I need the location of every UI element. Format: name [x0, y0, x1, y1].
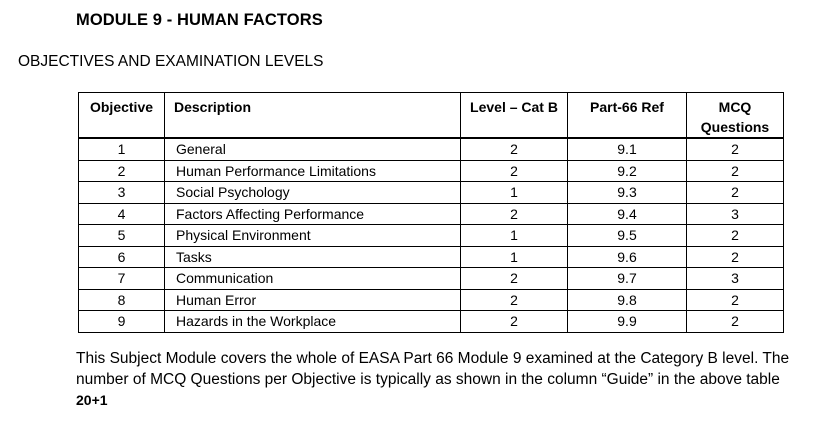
cell-description: Tasks [165, 246, 461, 268]
cell-level: 2 [461, 160, 568, 182]
cell-mcq: 2 [687, 311, 784, 333]
cell-level: 2 [461, 138, 568, 160]
cell-ref: 9.7 [568, 268, 687, 290]
cell-objective: 3 [79, 182, 165, 204]
footnote-paragraph [76, 348, 806, 411]
cell-mcq: 3 [687, 203, 784, 225]
table-row [79, 160, 784, 182]
cell-ref: 9.9 [568, 311, 687, 333]
table-row [79, 138, 784, 160]
cell-objective: 1 [79, 138, 165, 160]
header-mcq [687, 93, 784, 139]
cell-mcq: 2 [687, 182, 784, 204]
header-mcq-line1: MCQ [718, 99, 752, 115]
cell-level: 2 [461, 268, 568, 290]
cell-mcq: 2 [687, 246, 784, 268]
cell-objective: 9 [79, 311, 165, 333]
module-title: MODULE 9 - HUMAN FACTORS [76, 11, 323, 29]
cell-objective: 4 [79, 203, 165, 225]
cell-ref: 9.3 [568, 182, 687, 204]
header-level: Level – Cat B [461, 93, 568, 139]
table-row [79, 246, 784, 268]
cell-description: Factors Affecting Performance [165, 203, 461, 225]
footnote-text: This Subject Module covers the whole of EASA Part 66 Module 9 examined at the Category B level. The number of MCQ Questions per Objective is typically as shown in the column “Guide” in the above table [76, 350, 790, 388]
cell-objective: 5 [79, 225, 165, 247]
cell-level: 1 [461, 246, 568, 268]
cell-mcq: 3 [687, 268, 784, 290]
table-row [79, 289, 784, 311]
cell-objective: 2 [79, 160, 165, 182]
cell-ref: 9.8 [568, 289, 687, 311]
cell-description: Human Performance Limitations [165, 160, 461, 182]
table-row [79, 225, 784, 247]
cell-description: Physical Environment [165, 225, 461, 247]
cell-description: Communication [165, 268, 461, 290]
cell-mcq: 2 [687, 289, 784, 311]
table-row [79, 203, 784, 225]
cell-ref: 9.4 [568, 203, 687, 225]
cell-objective: 8 [79, 289, 165, 311]
header-description: Description [165, 93, 461, 139]
table-body [79, 138, 784, 332]
objectives-table [78, 92, 784, 333]
cell-ref: 9.5 [568, 225, 687, 247]
header-mcq-line2: Questions [700, 119, 770, 135]
cell-level: 2 [461, 203, 568, 225]
cell-level: 1 [461, 182, 568, 204]
cell-level: 1 [461, 225, 568, 247]
cell-objective: 7 [79, 268, 165, 290]
section-title: OBJECTIVES AND EXAMINATION LEVELS [18, 53, 324, 70]
cell-description: Human Error [165, 289, 461, 311]
table-row [79, 268, 784, 290]
cell-mcq: 2 [687, 160, 784, 182]
footnote-total: 20+1 [76, 392, 108, 408]
cell-ref: 9.1 [568, 138, 687, 160]
cell-ref: 9.6 [568, 246, 687, 268]
cell-mcq: 2 [687, 225, 784, 247]
header-ref: Part-66 Ref [568, 93, 687, 139]
table-row [79, 311, 784, 333]
cell-objective: 6 [79, 246, 165, 268]
table-header [79, 93, 784, 139]
cell-description: General [165, 138, 461, 160]
cell-level: 2 [461, 311, 568, 333]
cell-mcq: 2 [687, 138, 784, 160]
header-objective: Objective [79, 93, 165, 139]
cell-level: 2 [461, 289, 568, 311]
cell-ref: 9.2 [568, 160, 687, 182]
cell-description: Social Psychology [165, 182, 461, 204]
cell-description: Hazards in the Workplace [165, 311, 461, 333]
header-row [79, 93, 784, 139]
table-row [79, 182, 784, 204]
